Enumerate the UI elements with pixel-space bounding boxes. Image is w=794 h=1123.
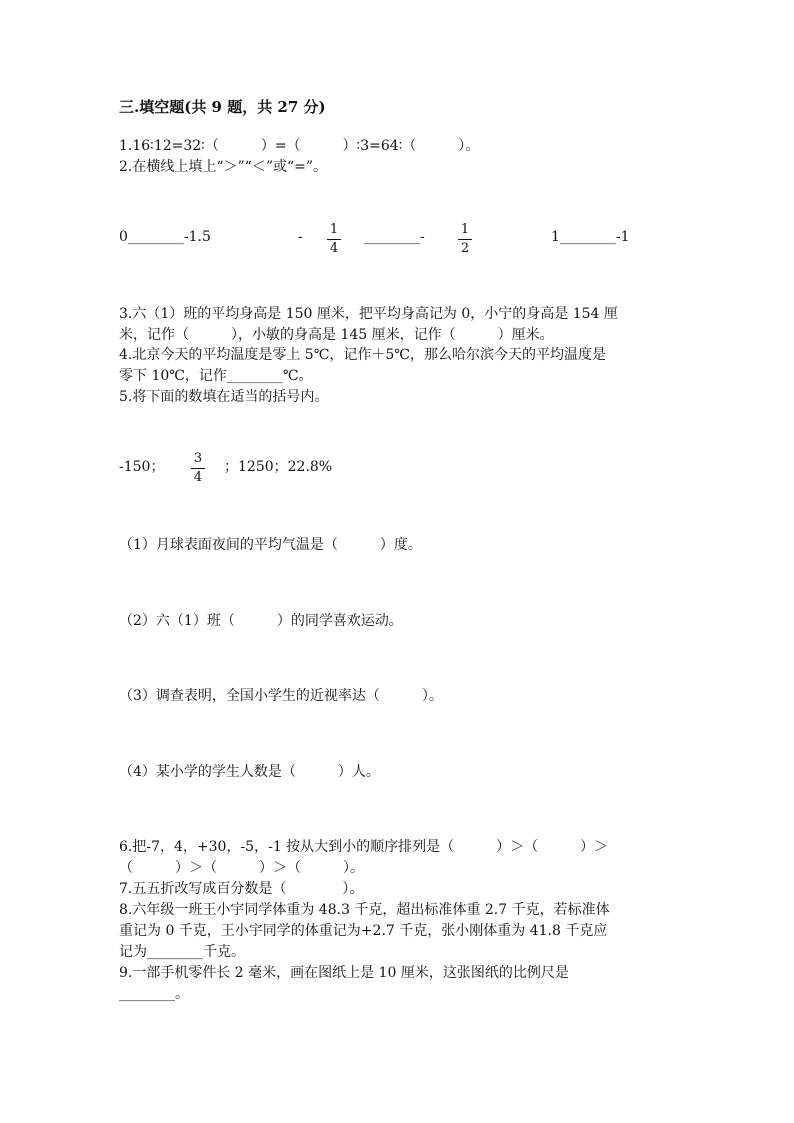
question-4-line-1: 4.北京今天的平均温度是零上 5℃，记作＋5℃，那么哈尔滨今天的平均温度是 (119, 347, 606, 363)
question-2-item-b-mid: ________- (364, 229, 425, 245)
fraction-numerator: 1 (329, 222, 339, 237)
question-5-number-a: -150； (119, 459, 165, 475)
question-3-line-2: 米，记作（ ），小敏的身高是 145 厘米，记作（ ）厘米。 (119, 327, 554, 343)
fraction-denominator: 4 (193, 470, 203, 485)
question-2: 2.在横线上填上“＞”“＜”或“=”。 (119, 159, 328, 175)
question-2-item-b-minus: - (298, 229, 303, 245)
fraction-one-half (457, 223, 473, 256)
question-5: 5.将下面的数填在适当的括号内。 (119, 389, 329, 405)
question-8-line-2: 重记为 0 千克，王小宇同学的体重记为+2.7 千克，张小刚体重为 41.8 千克应 (119, 923, 608, 939)
fraction-denominator: 4 (329, 241, 339, 256)
fraction-bar (458, 239, 472, 240)
question-5-sub-2: （2）六（1）班（ ）的同学喜欢运动。 (119, 613, 403, 629)
question-6-line-2: （ ）＞（ ）＞（ ）。 (119, 860, 364, 876)
question-1: 1.16∶12=32∶（ ）=（ ）∶3=64∶（ ）。 (119, 138, 480, 154)
fraction-bar (327, 239, 341, 240)
question-9-line-2: ________。 (119, 986, 189, 1002)
fraction-numerator: 1 (460, 222, 470, 237)
fraction-denominator: 2 (460, 241, 470, 256)
question-8-line-3: 记为________千克。 (119, 944, 245, 960)
fraction-three-quarters (190, 452, 206, 485)
question-7: 7.五五折改写成百分数是（ ）。 (119, 881, 364, 897)
question-9-line-1: 9.一部手机零件长 2 毫米，画在图纸上是 10 厘米，这张图纸的比例尺是 (119, 965, 569, 981)
question-5-sub-4: （4）某小学的学生人数是（ ）人。 (119, 764, 380, 780)
fraction-numerator: 3 (193, 451, 203, 466)
question-5-number-rest: ；1250；22.8% (224, 459, 333, 475)
fraction-bar (191, 468, 205, 469)
question-6-line-1: 6.把-7，4，+30，-5，-1 按从大到小的顺序排列是（ ）＞（ ）＞ (119, 839, 609, 855)
question-5-sub-1: （1）月球表面夜间的平均气温是（ ）度。 (119, 537, 422, 553)
question-8-line-1: 8.六年级一班王小宇同学体重为 48.3 千克，超出标准体重 2.7 千克，若标准体 (119, 902, 610, 918)
fraction-one-quarter (326, 223, 342, 256)
question-2-item-a: 0________-1.5 (119, 229, 211, 245)
question-5-sub-3: （3）调查表明，全国小学生的近视率达（ ）。 (119, 688, 443, 704)
question-4-line-2: 零下 10℃，记作________℃。 (119, 368, 313, 384)
section-title: 三.填空题(共 9 题，共 27 分) (119, 98, 326, 116)
question-2-item-c: 1________-1 (551, 229, 630, 245)
question-3-line-1: 3.六（1）班的平均身高是 150 厘米，把平均身高记为 0，小宁的身高是 154 厘 (119, 306, 618, 322)
